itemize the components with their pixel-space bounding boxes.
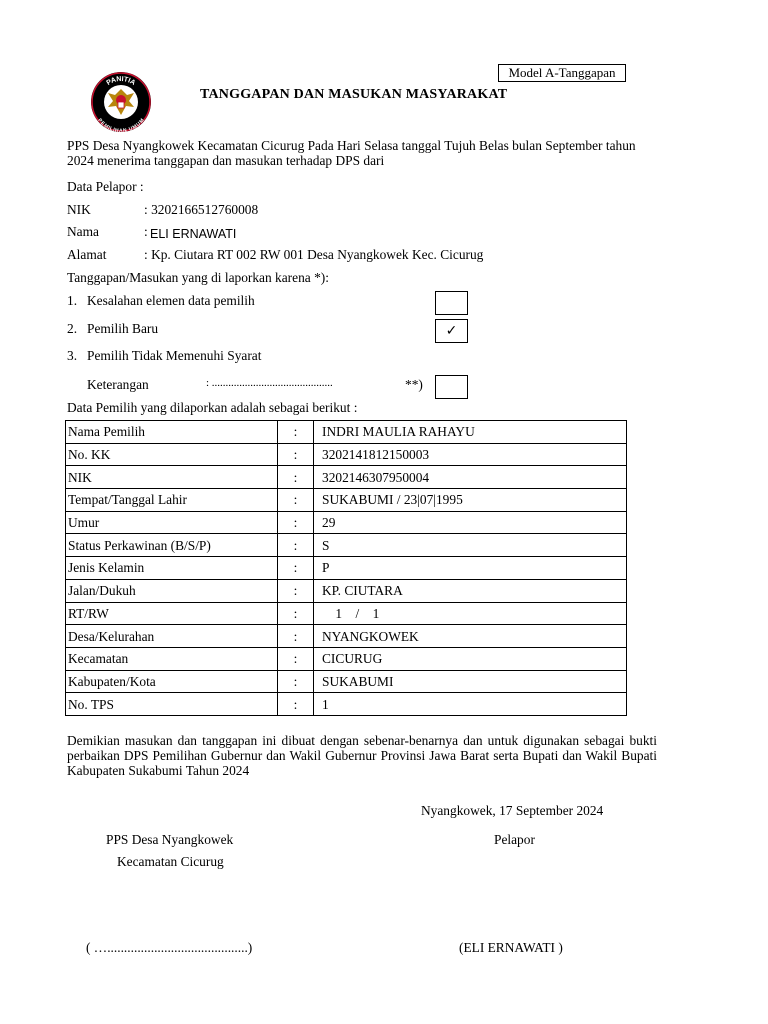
voter-field-label: Kabupaten/Kota (66, 670, 278, 693)
reason-2-checkbox[interactable]: ✓ (435, 319, 468, 343)
table-row (66, 421, 627, 444)
keterangan-marker: **) (405, 377, 423, 392)
reporter-address-label: Alamat (67, 247, 107, 262)
voter-field-value: KP. CIUTARA (314, 579, 627, 602)
reason-2-number: 2. (67, 321, 78, 336)
voter-field-value: P (314, 557, 627, 580)
signature-left-line2: Kecamatan Cicurug (117, 854, 224, 869)
keterangan-label: Keterangan (87, 377, 149, 392)
voter-data-table (65, 420, 627, 716)
voter-field-separator: : (278, 489, 314, 512)
voter-field-separator: : (278, 511, 314, 534)
table-row (66, 602, 627, 625)
closing-paragraph: Demikian masukan dan tanggapan ini dibuat dengan sebenar-benarnya dan untuk digunakan sebagai bukti perbaikan DPS Pemilihan Gubernur dan Wakil Gubernur Provinsi Jawa Barat serta Bupati dan Wakil Bupati Kabupaten Sukabumi Tahun 2024 (67, 733, 657, 778)
table-row (66, 466, 627, 489)
model-label: Model A-Tanggapan (498, 64, 626, 82)
voter-field-value: SUKABUMI (314, 670, 627, 693)
table-row (66, 489, 627, 512)
voter-field-separator: : (278, 647, 314, 670)
voter-field-separator: : (278, 466, 314, 489)
table-row (66, 443, 627, 466)
table-row (66, 647, 627, 670)
keterangan-checkbox[interactable] (435, 375, 468, 399)
voter-field-value: 3202141812150003 (314, 443, 627, 466)
voter-field-label: Umur (66, 511, 278, 534)
reporter-name-colon: : (144, 224, 148, 239)
voter-field-separator: : (278, 443, 314, 466)
voter-field-value: SUKABUMI / 23|07|1995 (314, 489, 627, 512)
voter-field-value: 1 (314, 693, 627, 716)
keterangan-value: : ............................................ (206, 377, 333, 389)
signature-left-line1: PPS Desa Nyangkowek (106, 832, 234, 847)
table-row (66, 511, 627, 534)
signature-right-title: Pelapor (494, 832, 535, 847)
reporter-nik-value: : 3202166512760008 (144, 202, 259, 217)
reason-1-checkbox[interactable] (435, 291, 468, 315)
voter-field-label: RT/RW (66, 602, 278, 625)
voter-field-label: No. TPS (66, 693, 278, 716)
reason-3-label: Pemilih Tidak Memenuhi Syarat (87, 348, 262, 363)
voter-heading: Data Pemilih yang dilaporkan adalah sebagai berikut : (67, 400, 358, 415)
voter-field-separator: : (278, 557, 314, 580)
voter-field-value: S (314, 534, 627, 557)
reporter-heading: Data Pelapor : (67, 179, 144, 194)
signature-left-name: ( …..........................................) (86, 940, 253, 955)
voter-field-label: Tempat/Tanggal Lahir (66, 489, 278, 512)
reason-2-label: Pemilih Baru (87, 321, 159, 336)
voter-field-value: CICURUG (314, 647, 627, 670)
intro-paragraph: PPS Desa Nyangkowek Kecamatan Cicurug Pada Hari Selasa tanggal Tujuh Belas bulan September tahun 2024 menerima tanggapan dan masukan terhadap DPS dari (67, 138, 636, 168)
voter-field-separator: : (278, 625, 314, 648)
voter-field-value: INDRI MAULIA RAHAYU (314, 421, 627, 444)
voter-field-value: 29 (314, 511, 627, 534)
voter-field-separator: : (278, 421, 314, 444)
voter-field-separator: : (278, 693, 314, 716)
voter-field-label: Status Perkawinan (B/S/P) (66, 534, 278, 557)
place-date: Nyangkowek, 17 September 2024 (421, 803, 604, 818)
voter-field-value: 3202146307950004 (314, 466, 627, 489)
logo-bottom-text: PEMILIHAN UMUM (96, 117, 146, 133)
voter-field-label: Nama Pemilih (66, 421, 278, 444)
voter-field-label: Kecamatan (66, 647, 278, 670)
table-row (66, 693, 627, 716)
voter-field-value: 1 / 1 (314, 602, 627, 625)
voter-field-separator: : (278, 670, 314, 693)
table-row (66, 557, 627, 580)
table-row (66, 625, 627, 648)
voter-field-separator: : (278, 602, 314, 625)
table-row (66, 670, 627, 693)
voter-field-separator: : (278, 534, 314, 557)
reasons-heading: Tanggapan/Masukan yang di laporkan karena *): (67, 270, 329, 285)
voter-field-label: Jenis Kelamin (66, 557, 278, 580)
voter-field-label: Jalan/Dukuh (66, 579, 278, 602)
kpu-panitia-logo-icon (90, 71, 152, 133)
reason-1-number: 1. (67, 293, 78, 308)
reporter-address-value: : Kp. Ciutara RT 002 RW 001 Desa Nyangkowek Kec. Cicurug (144, 247, 484, 262)
voter-field-label: No. KK (66, 443, 278, 466)
reporter-name-label: Nama (67, 224, 99, 239)
reporter-nik-label: NIK (67, 202, 91, 217)
reporter-name-value: ELI ERNAWATI (150, 227, 237, 241)
table-row (66, 579, 627, 602)
logo-top-text: PANITIA (105, 75, 137, 87)
signature-right-name: (ELI ERNAWATI ) (459, 940, 563, 955)
voter-field-value: NYANGKOWEK (314, 625, 627, 648)
voter-field-separator: : (278, 579, 314, 602)
reason-3-number: 3. (67, 348, 78, 363)
voter-field-label: NIK (66, 466, 278, 489)
page-title: TANGGAPAN DAN MASUKAN MASYARAKAT (200, 87, 508, 102)
reason-1-label: Kesalahan elemen data pemilih (87, 293, 255, 308)
table-row (66, 534, 627, 557)
voter-field-label: Desa/Kelurahan (66, 625, 278, 648)
